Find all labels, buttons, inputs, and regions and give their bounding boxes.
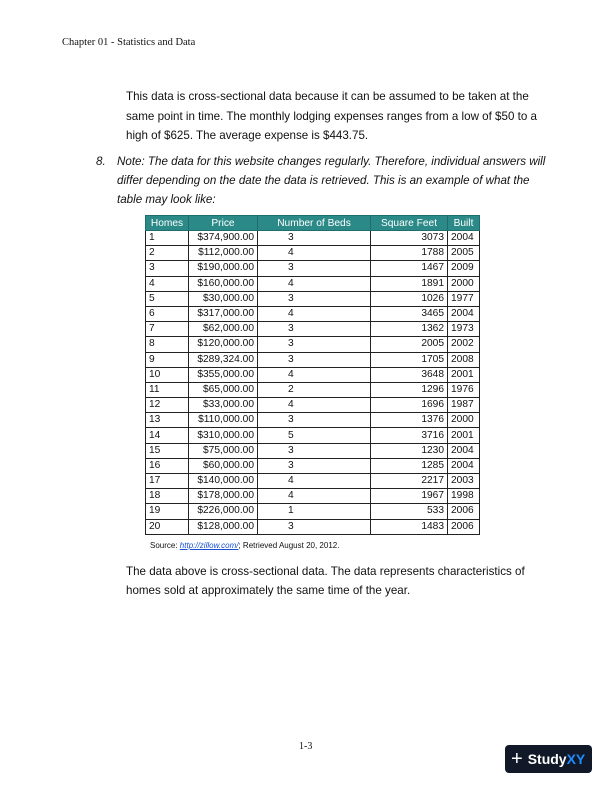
cell-home: 11	[146, 382, 189, 397]
table-header-row	[146, 216, 480, 231]
cell-beds: 3	[258, 261, 371, 276]
cell-beds: 4	[258, 474, 371, 489]
cell-square-feet: 1705	[371, 352, 448, 367]
cell-price: $190,000.00	[189, 261, 258, 276]
source-note	[150, 541, 339, 550]
cell-price: $355,000.00	[189, 367, 258, 382]
cell-home: 3	[146, 261, 189, 276]
cell-home: 8	[146, 337, 189, 352]
cell-square-feet: 1483	[371, 519, 448, 534]
table-row	[146, 504, 480, 519]
cell-built: 2000	[448, 413, 480, 428]
cell-beds: 3	[258, 458, 371, 473]
cell-square-feet: 1891	[371, 276, 448, 291]
logo-xy-text: XY	[566, 751, 586, 767]
cell-built: 2004	[448, 231, 480, 246]
table-row	[146, 458, 480, 473]
cell-home: 18	[146, 489, 189, 504]
cell-built: 2002	[448, 337, 480, 352]
cell-built: 2006	[448, 519, 480, 534]
cell-price: $33,000.00	[189, 398, 258, 413]
cell-square-feet: 2005	[371, 337, 448, 352]
source-link[interactable]: http://zillow.com/	[179, 541, 239, 550]
cell-home: 19	[146, 504, 189, 519]
cell-square-feet: 3073	[371, 231, 448, 246]
cell-beds: 3	[258, 231, 371, 246]
cell-built: 1973	[448, 322, 480, 337]
table-row	[146, 337, 480, 352]
cell-built: 2009	[448, 261, 480, 276]
table-body	[146, 231, 480, 535]
table-row	[146, 231, 480, 246]
cell-home: 15	[146, 443, 189, 458]
header-price: Price	[189, 216, 258, 231]
table-row	[146, 519, 480, 534]
cell-square-feet: 1376	[371, 413, 448, 428]
cell-price: $128,000.00	[189, 519, 258, 534]
cell-price: $160,000.00	[189, 276, 258, 291]
cell-beds: 3	[258, 519, 371, 534]
list-item-8	[96, 152, 546, 209]
cell-home: 2	[146, 246, 189, 261]
cell-square-feet: 1296	[371, 382, 448, 397]
cell-built: 1987	[448, 398, 480, 413]
cell-beds: 3	[258, 337, 371, 352]
page-number: 1-3	[299, 741, 313, 752]
cell-price: $112,000.00	[189, 246, 258, 261]
cell-built: 2003	[448, 474, 480, 489]
cell-beds: 3	[258, 291, 371, 306]
cell-price: $120,000.00	[189, 337, 258, 352]
table-row	[146, 489, 480, 504]
cell-home: 13	[146, 413, 189, 428]
cell-home: 7	[146, 322, 189, 337]
cell-built: 2004	[448, 306, 480, 321]
cell-beds: 4	[258, 246, 371, 261]
cell-square-feet: 3465	[371, 306, 448, 321]
cell-built: 1976	[448, 382, 480, 397]
cell-price: $30,000.00	[189, 291, 258, 306]
cell-home: 16	[146, 458, 189, 473]
cell-beds: 5	[258, 428, 371, 443]
cell-home: 14	[146, 428, 189, 443]
cell-beds: 4	[258, 398, 371, 413]
table-row	[146, 352, 480, 367]
cell-built: 2006	[448, 504, 480, 519]
cell-built: 2001	[448, 428, 480, 443]
cell-price: $110,000.00	[189, 413, 258, 428]
table-row	[146, 261, 480, 276]
table-row	[146, 382, 480, 397]
cell-square-feet: 1467	[371, 261, 448, 276]
header-built: Built	[448, 216, 480, 231]
table-row	[146, 322, 480, 337]
cell-price: $65,000.00	[189, 382, 258, 397]
cell-price: $60,000.00	[189, 458, 258, 473]
cell-beds: 4	[258, 489, 371, 504]
cell-price: $374,900.00	[189, 231, 258, 246]
cell-square-feet: 1230	[371, 443, 448, 458]
cell-square-feet: 3716	[371, 428, 448, 443]
cell-beds: 3	[258, 322, 371, 337]
table-row	[146, 443, 480, 458]
paragraph-cross-sectional: This data is cross-sectional data because it can be assumed to be taken at the same point in time. The monthly lodging expenses ranges from a low of $50 to a high of $625. The average expense is $443.75.	[126, 90, 537, 142]
header-homes: Homes	[146, 216, 189, 231]
cell-built: 1977	[448, 291, 480, 306]
cell-square-feet: 1026	[371, 291, 448, 306]
cell-home: 10	[146, 367, 189, 382]
cell-price: $289,324.00	[189, 352, 258, 367]
page-header: Chapter 01 - Statistics and Data	[62, 37, 196, 48]
table-row	[146, 246, 480, 261]
cell-price: $226,000.00	[189, 504, 258, 519]
cell-square-feet: 1362	[371, 322, 448, 337]
cell-home: 12	[146, 398, 189, 413]
table-row	[146, 428, 480, 443]
source-suffix: ; Retrieved August 20, 2012.	[238, 541, 340, 550]
cell-beds: 4	[258, 276, 371, 291]
cell-beds: 4	[258, 306, 371, 321]
cell-square-feet: 1788	[371, 246, 448, 261]
cell-square-feet: 3648	[371, 367, 448, 382]
table-row	[146, 413, 480, 428]
cell-home: 9	[146, 352, 189, 367]
cell-home: 5	[146, 291, 189, 306]
cell-price: $62,000.00	[189, 322, 258, 337]
table-row	[146, 474, 480, 489]
cell-built: 2004	[448, 458, 480, 473]
cell-square-feet: 533	[371, 504, 448, 519]
table-row	[146, 398, 480, 413]
table-row	[146, 367, 480, 382]
cell-square-feet: 2217	[371, 474, 448, 489]
table-row	[146, 291, 480, 306]
plus-icon: +	[511, 748, 523, 770]
cell-square-feet: 1967	[371, 489, 448, 504]
cell-home: 4	[146, 276, 189, 291]
cell-square-feet: 1285	[371, 458, 448, 473]
cell-built: 2008	[448, 352, 480, 367]
cell-home: 17	[146, 474, 189, 489]
header-beds: Number of Beds	[258, 216, 371, 231]
cell-home: 20	[146, 519, 189, 534]
cell-price: $317,000.00	[189, 306, 258, 321]
cell-price: $140,000.00	[189, 474, 258, 489]
homes-table	[145, 215, 480, 535]
list-number: 8.	[96, 155, 106, 168]
cell-built: 2004	[448, 443, 480, 458]
cell-beds: 4	[258, 367, 371, 382]
cell-built: 2001	[448, 367, 480, 382]
cell-beds: 3	[258, 413, 371, 428]
cell-built: 1998	[448, 489, 480, 504]
header-square-feet: Square Feet	[371, 216, 448, 231]
cell-beds: 3	[258, 443, 371, 458]
cell-home: 1	[146, 231, 189, 246]
cell-built: 2005	[448, 246, 480, 261]
cell-beds: 2	[258, 382, 371, 397]
paragraph-conclusion: The data above is cross-sectional data. The data represents characteristics of homes sold at approximately the same time of the year.	[126, 565, 525, 597]
cell-square-feet: 1696	[371, 398, 448, 413]
cell-price: $178,000.00	[189, 489, 258, 504]
list-item-text: Note: The data for this website changes regularly. Therefore, individual answers will differ depending on the date the data is retrieved. This is an example of what the table may look like:	[117, 155, 546, 206]
studyxy-logo	[505, 745, 592, 773]
cell-home: 6	[146, 306, 189, 321]
cell-price: $75,000.00	[189, 443, 258, 458]
source-prefix: Source:	[150, 541, 180, 550]
cell-beds: 3	[258, 352, 371, 367]
table-row	[146, 276, 480, 291]
cell-built: 2000	[448, 276, 480, 291]
table-row	[146, 306, 480, 321]
logo-study-text: Study	[527, 751, 567, 767]
cell-price: $310,000.00	[189, 428, 258, 443]
cell-beds: 1	[258, 504, 371, 519]
